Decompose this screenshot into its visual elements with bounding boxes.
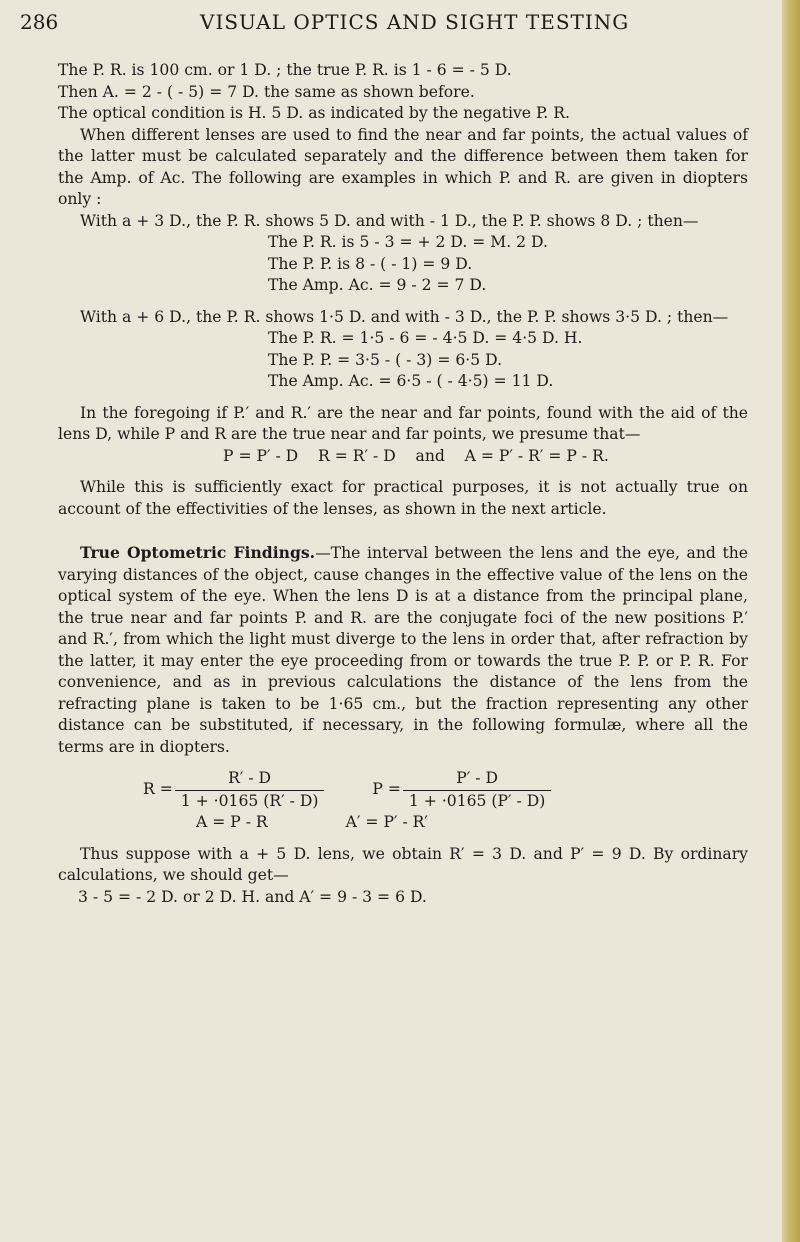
page-header — [0, 10, 782, 50]
running-title: VISUAL OPTICS AND SIGHT TESTING — [200, 10, 630, 34]
text-line: The optical condition is H. 5 D. as indicated by the negative P. R. — [58, 104, 570, 122]
formula-a-true: A = P - R — [196, 813, 268, 831]
paragraph: While this is sufficiently exact for practical purposes, it is not actually true on account of the effectivities of the lenses, as shown in the next article. — [58, 478, 748, 518]
formula-r-fraction — [175, 768, 325, 812]
paragraph: In the foregoing if P.′ and R.′ are the near and far points, found with the aid of the lens D, while P and R are the true near and far points, we presume that— — [58, 403, 748, 443]
equation-line: The P. R. = 1·5 - 6 = - 4·5 D. = 4·5 D. H. — [268, 329, 583, 347]
formula-r-label: R = — [143, 780, 173, 799]
fraction-numerator: P′ - D — [403, 768, 551, 791]
fraction-denominator: 1 + ·0165 (R′ - D) — [180, 791, 319, 810]
formula-p-fraction — [403, 768, 551, 812]
section-heading: True Optometric Findings. — [80, 543, 316, 562]
formula-block — [58, 768, 748, 812]
body-text — [58, 60, 748, 908]
section-body: —The interval between the lens and the eye, and the varying distances of the object, cause changes in the effective value of the lens on the optical system of the eye. When the lens D is at a distance from the principal plane, the true near and far points P. and R. are the conjugate foci of the new positions P.′ and R.′, from which the light must diverge to the lens in order that, after refraction by the latter, it may enter the eye proceeding from or towards the true P. P. or P. R. For convenience, and as in previous calculations the distance of the lens from the refracting plane is taken to be 1·65 cm., but the fraction representing any other distance can be substituted, if necessary, in the following formulæ, where all the terms are in diopters. — [58, 544, 748, 756]
equation-line: The P. P. is 8 - ( - 1) = 9 D. — [268, 254, 473, 273]
amplitude-formulae — [58, 812, 748, 834]
equation-line: The P. P. = 3·5 - ( - 3) = 6·5 D. — [268, 350, 503, 369]
page-number: 286 — [20, 10, 59, 34]
equation-line: The Amp. Ac. = 9 - 2 = 7 D. — [268, 276, 487, 294]
paragraph: Thus suppose with a + 5 D. lens, we obtain R′ = 3 D. and P′ = 9 D. By ordinary calculations, we should get— — [58, 844, 748, 884]
page-edge — [782, 0, 800, 1242]
paragraph: With a + 3 D., the P. R. shows 5 D. and with - 1 D., the P. P. shows 8 D. ; then— — [80, 211, 699, 230]
formula-p-label: P = — [372, 780, 401, 799]
formula-a-apparent: A′ = P′ - R′ — [345, 813, 428, 831]
equation-line: The Amp. Ac. = 6·5 - ( - 4·5) = 11 D. — [268, 372, 554, 390]
paragraph: With a + 6 D., the P. R. shows 1·5 D. and with - 3 D., the P. P. shows 3·5 D. ; then— — [80, 307, 729, 326]
text-line: The P. R. is 100 cm. or 1 D. ; the true P. R. is 1 - 6 = - 5 D. — [58, 61, 512, 79]
paragraph: When different lenses are used to find the near and far points, the actual values of the latter must be calculated separately and the difference between them taken for the Amp. of Ac. The following are examples in which P. and R. are given in diopters only : — [58, 125, 748, 208]
equation-line: 3 - 5 = - 2 D. or 2 D. H. and A′ = 9 - 3 = 6 D. — [78, 887, 427, 906]
equation-line: The P. R. is 5 - 3 = + 2 D. = M. 2 D. — [268, 233, 548, 251]
fraction-denominator: 1 + ·0165 (P′ - D) — [408, 791, 546, 810]
fraction-numerator: R′ - D — [175, 768, 325, 791]
equation-line: P = P′ - D R = R′ - D and A = P′ - R′ = P - R. — [223, 446, 609, 465]
text-line: Then A. = 2 - ( - 5) = 7 D. the same as shown before. — [58, 82, 475, 101]
section-paragraph — [58, 542, 748, 758]
